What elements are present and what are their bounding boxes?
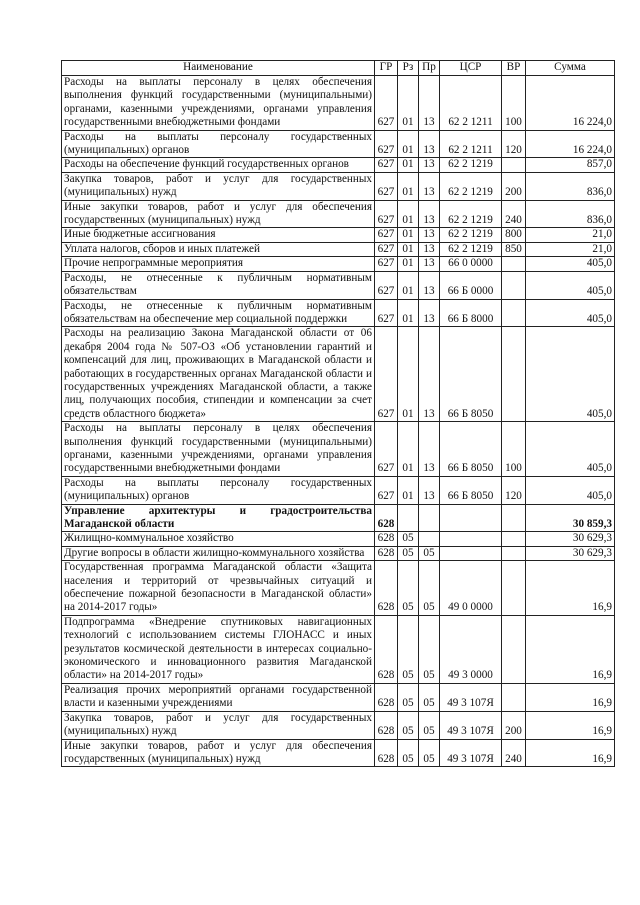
cell-rz: 01 xyxy=(398,228,419,242)
cell-vr xyxy=(502,299,526,327)
table-row xyxy=(62,271,615,299)
cell-gr: 627 xyxy=(375,327,398,422)
cell-vr: 240 xyxy=(502,739,526,767)
table-row xyxy=(62,546,615,560)
table-row xyxy=(62,76,615,131)
cell-name: Прочие непрограммные мероприятия xyxy=(62,257,375,271)
cell-name: Расходы на выплаты персоналу в целях обеспечения выполнения функций государственными (муниципальными) органами, казенными учреждениями, органами управления государственными внебюджетными фондами xyxy=(62,76,375,131)
cell-sum: 30 629,3 xyxy=(526,546,615,560)
cell-gr: 628 xyxy=(375,504,398,532)
cell-sum: 16,9 xyxy=(526,615,615,683)
cell-pr: 05 xyxy=(419,561,440,616)
cell-rz xyxy=(398,504,419,532)
cell-csr: 66 Б 8000 xyxy=(440,299,502,327)
cell-pr: 13 xyxy=(419,422,440,477)
col-header-name: Наименование xyxy=(62,61,375,76)
cell-gr: 627 xyxy=(375,228,398,242)
cell-sum: 21,0 xyxy=(526,242,615,256)
col-header-gr: ГР xyxy=(375,61,398,76)
cell-sum: 16,9 xyxy=(526,711,615,739)
table-row xyxy=(62,561,615,616)
cell-csr: 66 Б 8050 xyxy=(440,476,502,504)
cell-pr: 05 xyxy=(419,546,440,560)
cell-pr: 13 xyxy=(419,228,440,242)
cell-csr: 49 3 107Я xyxy=(440,683,502,711)
cell-vr: 800 xyxy=(502,228,526,242)
cell-rz: 01 xyxy=(398,172,419,200)
cell-csr: 62 2 1219 xyxy=(440,200,502,228)
cell-csr: 49 0 0000 xyxy=(440,561,502,616)
cell-rz: 05 xyxy=(398,739,419,767)
table-row xyxy=(62,257,615,271)
cell-vr: 850 xyxy=(502,242,526,256)
cell-rz: 05 xyxy=(398,546,419,560)
cell-rz: 05 xyxy=(398,532,419,546)
table-row xyxy=(62,299,615,327)
cell-pr: 05 xyxy=(419,615,440,683)
cell-sum: 836,0 xyxy=(526,200,615,228)
cell-csr: 49 3 0000 xyxy=(440,615,502,683)
cell-rz: 01 xyxy=(398,158,419,172)
cell-rz: 01 xyxy=(398,76,419,131)
cell-gr: 628 xyxy=(375,739,398,767)
cell-vr xyxy=(502,257,526,271)
cell-csr: 62 2 1211 xyxy=(440,76,502,131)
cell-csr: 66 Б 8050 xyxy=(440,327,502,422)
table-header-row xyxy=(62,61,615,76)
cell-gr: 627 xyxy=(375,299,398,327)
cell-csr: 62 2 1219 xyxy=(440,242,502,256)
cell-vr: 120 xyxy=(502,476,526,504)
cell-pr: 13 xyxy=(419,476,440,504)
cell-vr: 200 xyxy=(502,172,526,200)
cell-csr: 62 2 1219 xyxy=(440,172,502,200)
cell-pr: 13 xyxy=(419,76,440,131)
cell-sum: 16 224,0 xyxy=(526,130,615,158)
cell-pr: 13 xyxy=(419,242,440,256)
cell-pr: 13 xyxy=(419,327,440,422)
table-row xyxy=(62,711,615,739)
cell-vr xyxy=(502,683,526,711)
cell-csr xyxy=(440,504,502,532)
cell-rz: 05 xyxy=(398,615,419,683)
cell-pr xyxy=(419,504,440,532)
cell-gr: 628 xyxy=(375,532,398,546)
cell-vr xyxy=(502,615,526,683)
cell-sum: 405,0 xyxy=(526,327,615,422)
cell-rz: 01 xyxy=(398,242,419,256)
table-row xyxy=(62,504,615,532)
table-row xyxy=(62,200,615,228)
cell-rz: 05 xyxy=(398,683,419,711)
cell-sum: 30 629,3 xyxy=(526,532,615,546)
cell-rz: 01 xyxy=(398,200,419,228)
cell-sum: 405,0 xyxy=(526,271,615,299)
cell-sum: 16,9 xyxy=(526,683,615,711)
cell-gr: 627 xyxy=(375,271,398,299)
cell-csr: 66 Б 0000 xyxy=(440,271,502,299)
cell-rz: 01 xyxy=(398,257,419,271)
cell-vr xyxy=(502,158,526,172)
table-row xyxy=(62,422,615,477)
cell-name: Иные бюджетные ассигнования xyxy=(62,228,375,242)
cell-pr: 13 xyxy=(419,257,440,271)
table-row xyxy=(62,615,615,683)
cell-rz: 01 xyxy=(398,327,419,422)
cell-gr: 628 xyxy=(375,711,398,739)
cell-rz: 01 xyxy=(398,271,419,299)
cell-pr: 13 xyxy=(419,172,440,200)
cell-sum: 30 859,3 xyxy=(526,504,615,532)
cell-sum: 836,0 xyxy=(526,172,615,200)
cell-name: Другие вопросы в области жилищно-коммунального хозяйства xyxy=(62,546,375,560)
cell-gr: 628 xyxy=(375,683,398,711)
cell-vr xyxy=(502,532,526,546)
table-row xyxy=(62,739,615,767)
cell-sum: 405,0 xyxy=(526,422,615,477)
cell-name: Иные закупки товаров, работ и услуг для обеспечения государственных (муниципальных) нужд xyxy=(62,200,375,228)
cell-pr: 13 xyxy=(419,299,440,327)
col-header-sum: Сумма xyxy=(526,61,615,76)
cell-name: Расходы на выплаты персоналу государственных (муниципальных) органов xyxy=(62,476,375,504)
cell-gr: 627 xyxy=(375,158,398,172)
cell-gr: 628 xyxy=(375,615,398,683)
cell-pr xyxy=(419,532,440,546)
col-header-rz: Рз xyxy=(398,61,419,76)
table-row xyxy=(62,532,615,546)
cell-vr xyxy=(502,546,526,560)
table-row xyxy=(62,130,615,158)
cell-rz: 01 xyxy=(398,422,419,477)
cell-name: Расходы на обеспечение функций государственных органов xyxy=(62,158,375,172)
cell-csr: 62 2 1219 xyxy=(440,158,502,172)
cell-pr: 13 xyxy=(419,130,440,158)
cell-sum: 405,0 xyxy=(526,257,615,271)
cell-name: Расходы на выплаты персоналу государственных (муниципальных) органов xyxy=(62,130,375,158)
cell-name: Закупка товаров, работ и услуг для государственных (муниципальных) нужд xyxy=(62,711,375,739)
cell-pr: 13 xyxy=(419,271,440,299)
cell-gr: 627 xyxy=(375,200,398,228)
cell-rz: 01 xyxy=(398,299,419,327)
cell-sum: 16 224,0 xyxy=(526,76,615,131)
cell-sum: 16,9 xyxy=(526,739,615,767)
col-header-pr: Пр xyxy=(419,61,440,76)
cell-gr: 627 xyxy=(375,422,398,477)
col-header-csr: ЦСР xyxy=(440,61,502,76)
cell-gr: 628 xyxy=(375,546,398,560)
table-row xyxy=(62,242,615,256)
cell-name: Государственная программа Магаданской области «Защита населения и территорий от чрезвычайных ситуаций и обеспечение пожарной безопасности в Магаданской области» на 2014-2017 годы» xyxy=(62,561,375,616)
cell-rz: 05 xyxy=(398,711,419,739)
cell-name: Жилищно-коммунальное хозяйство xyxy=(62,532,375,546)
table-row xyxy=(62,158,615,172)
cell-gr: 627 xyxy=(375,242,398,256)
cell-csr: 49 3 107Я xyxy=(440,739,502,767)
cell-csr: 62 2 1219 xyxy=(440,228,502,242)
cell-vr: 240 xyxy=(502,200,526,228)
table-row xyxy=(62,228,615,242)
cell-name: Расходы, не отнесенные к публичным нормативным обязательствам на обеспечение мер социальной поддержки xyxy=(62,299,375,327)
cell-gr: 627 xyxy=(375,172,398,200)
cell-vr xyxy=(502,504,526,532)
cell-name: Иные закупки товаров, работ и услуг для обеспечения государственных (муниципальных) нужд xyxy=(62,739,375,767)
cell-csr: 66 0 0000 xyxy=(440,257,502,271)
table-row xyxy=(62,172,615,200)
cell-sum: 21,0 xyxy=(526,228,615,242)
cell-name: Реализация прочих мероприятий органами государственной власти и казенными учреждениями xyxy=(62,683,375,711)
cell-rz: 05 xyxy=(398,561,419,616)
cell-rz: 01 xyxy=(398,130,419,158)
cell-vr: 100 xyxy=(502,76,526,131)
cell-csr xyxy=(440,546,502,560)
budget-table xyxy=(61,60,615,767)
cell-csr: 49 3 107Я xyxy=(440,711,502,739)
cell-vr: 120 xyxy=(502,130,526,158)
cell-gr: 627 xyxy=(375,130,398,158)
cell-gr: 627 xyxy=(375,76,398,131)
cell-csr xyxy=(440,532,502,546)
table-row xyxy=(62,683,615,711)
cell-gr: 627 xyxy=(375,257,398,271)
cell-vr xyxy=(502,271,526,299)
cell-name: Расходы на выплаты персоналу в целях обеспечения выполнения функций государственными (муниципальными) органами, казенными учреждениями, органами управления государственными внебюджетными фондами xyxy=(62,422,375,477)
cell-name: Управление архитектуры и градостроительства Магаданской области xyxy=(62,504,375,532)
cell-sum: 857,0 xyxy=(526,158,615,172)
cell-pr: 13 xyxy=(419,200,440,228)
cell-csr: 62 2 1211 xyxy=(440,130,502,158)
cell-pr: 13 xyxy=(419,158,440,172)
cell-pr: 05 xyxy=(419,711,440,739)
cell-rz: 01 xyxy=(398,476,419,504)
cell-sum: 405,0 xyxy=(526,476,615,504)
cell-gr: 627 xyxy=(375,476,398,504)
table-body xyxy=(62,76,615,767)
cell-sum: 405,0 xyxy=(526,299,615,327)
cell-name: Расходы на реализацию Закона Магаданской области от 06 декабря 2004 года № 507-ОЗ «Об установлении гарантий и компенсаций для лиц, проживающих в Магаданской области и работающих в государственных органах Магаданской области и государственных учреждениях Магаданской области, а также лиц, получающих пособия, стипендии и компенсации за счет средств областного бюджета» xyxy=(62,327,375,422)
cell-pr: 05 xyxy=(419,739,440,767)
cell-vr: 100 xyxy=(502,422,526,477)
cell-vr xyxy=(502,327,526,422)
cell-name: Расходы, не отнесенные к публичным нормативным обязательствам xyxy=(62,271,375,299)
cell-vr: 200 xyxy=(502,711,526,739)
cell-sum: 16,9 xyxy=(526,561,615,616)
cell-name: Уплата налогов, сборов и иных платежей xyxy=(62,242,375,256)
document-page xyxy=(61,60,614,767)
table-row xyxy=(62,476,615,504)
col-header-vr: ВР xyxy=(502,61,526,76)
cell-gr: 628 xyxy=(375,561,398,616)
cell-pr: 05 xyxy=(419,683,440,711)
cell-csr: 66 Б 8050 xyxy=(440,422,502,477)
table-row xyxy=(62,327,615,422)
cell-vr xyxy=(502,561,526,616)
cell-name: Подпрограмма «Внедрение спутниковых навигационных технологий с использованием системы ГЛОНАСС и иных результатов космической деятельности в интересах социально-экономического и инновационного развития Магаданской области» на 2014-2017 годы» xyxy=(62,615,375,683)
cell-name: Закупка товаров, работ и услуг для государственных (муниципальных) нужд xyxy=(62,172,375,200)
